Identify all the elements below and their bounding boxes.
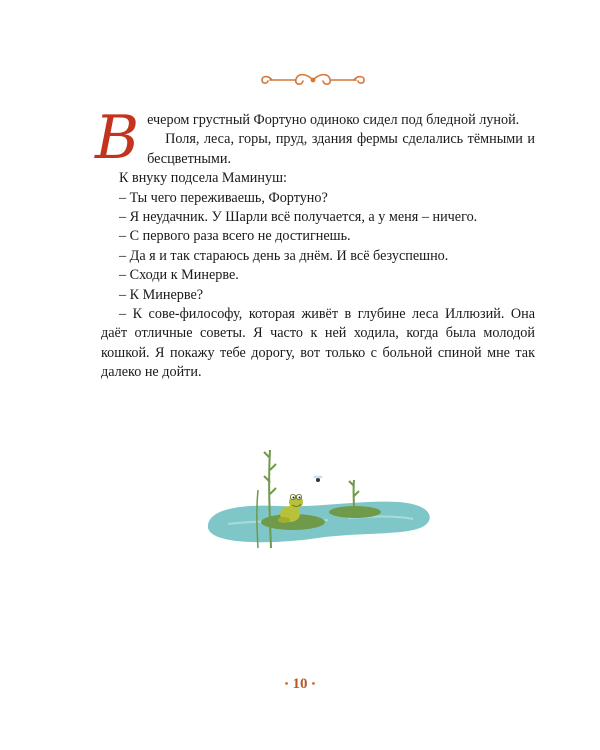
dropcap-letter: В	[95, 103, 140, 173]
paragraph: – Да я и так стараюсь день за днём. И всё безуспешно.	[119, 247, 449, 264]
paragraph: – Я неудачник. У Шарли всё получается, а у меня – ничего.	[119, 209, 478, 226]
fly-icon	[314, 476, 323, 483]
decorative-scroll-icon	[258, 70, 368, 90]
paragraph: – Ты чего переживаешь, Фортуно?	[119, 189, 328, 206]
paragraph: К внуку подсела Маминуш:	[119, 170, 287, 187]
paragraph: – К сове-философу, которая живёт в глубине леса Иллюзий. Она даёт отличные советы. Я часто к ней ходила, когда была молодой кошкой. Я покажу тебе дорогу, вот только с больной спиной мне так далеко не дойти.	[101, 306, 535, 381]
paragraph: Поля, леса, горы, пруд, здания фермы сделались тёмными и бесцветными.	[147, 131, 535, 167]
pond-with-frog-illustration	[198, 440, 438, 560]
story-text	[95, 103, 535, 383]
page-number-value: 10	[292, 676, 308, 692]
paragraph: – Сходи к Минерве.	[119, 267, 239, 284]
paragraph: – С первого раза всего не достигнешь.	[119, 228, 351, 245]
paragraph: – К Минерве?	[119, 286, 204, 303]
paragraph: ечером грустный Фортуно одиноко сидел под бледной луной.	[147, 112, 520, 128]
page-number	[0, 676, 600, 693]
bullet-icon: •	[284, 678, 289, 690]
bullet-icon: •	[311, 678, 316, 690]
